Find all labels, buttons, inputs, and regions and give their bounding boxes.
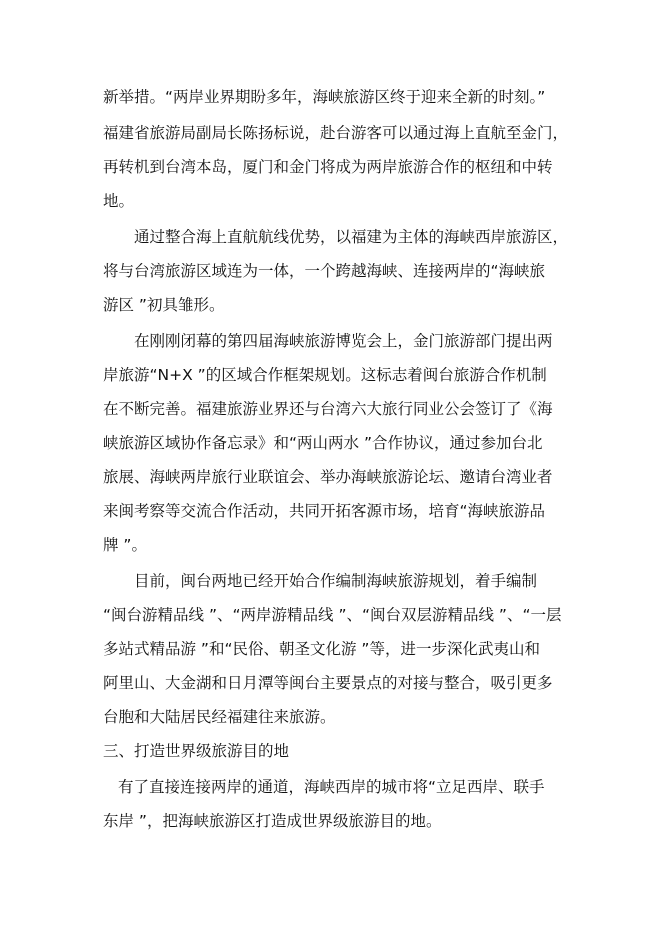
paragraph-3-line-3: 在不断完善。福建旅游业界还与台湾六大旅行同业公会签订了《海 [103,400,553,418]
paragraph-4-line-5: 台胞和大陆居民经福建往来旅游。 [103,708,336,726]
paragraph-4-line-4: 阿里山、大金湖和日月潭等闽台主要景点的对接与整合，吸引更多 [103,674,553,692]
paragraph-1-line-3: 再转机到台湾本岛，厦门和金门将成为两岸旅游合作的枢纽和中转 [103,158,553,176]
paragraph-2-line-2: 将与台湾旅游区域连为一体，一个跨越海峡、连接两岸的“海峡旅 [103,262,546,280]
paragraph-3-line-1: 在刚刚闭幕的第四届海峡旅游博览会上，金门旅游部门提出两 [134,332,553,350]
paragraph-4-line-1: 目前，闽台两地已经开始合作编制海峡旅游规划，着手编制 [134,572,538,590]
paragraph-4-line-3: 多站式精品游 ”和“民俗、朝圣文化游 ”等，进一步深化武夷山和 [103,640,540,658]
section-heading: 三、打造世界级旅游目的地 [103,742,290,760]
paragraph-3-line-4: 峡旅游区域协作备忘录》和“两山两水 ”合作协议，通过参加台北 [103,434,543,452]
paragraph-3-line-5: 旅展、海峡两岸旅行业联谊会、举办海峡旅游论坛、邀请台湾业者 [103,468,553,486]
paragraph-5-line-2: 东岸 ”，把海峡旅游区打造成世界级旅游目的地。 [103,812,442,830]
paragraph-3-line-6: 来闽考察等交流合作活动，共同开拓客源市场，培育“海峡旅游品 [103,502,546,520]
paragraph-5-line-1: 有了直接连接两岸的通道，海峡西岸的城市将“立足西岸、联手 [118,778,545,796]
paragraph-2-line-3: 游区 ”初具雏形。 [103,296,225,314]
paragraph-2-line-1: 通过整合海上直航航线优势，以福建为主体的海峡西岸旅游区， [134,228,569,246]
paragraph-3-line-7: 牌 ”。 [103,536,147,554]
paragraph-4-line-2: “闽台游精品线 ”、“两岸游精品线 ”、“闽台双层游精品线 ”、“一层 [103,606,562,624]
paragraph-1-line-2: 福建省旅游局副局长陈扬标说，赴台游客可以通过海上直航至金门， [103,124,569,142]
paragraph-1-line-4: 地。 [103,192,135,210]
paragraph-1-line-1: 新举措。“两岸业界期盼多年，海峡旅游区终于迎来全新的时刻。” [103,88,546,106]
paragraph-3-line-2: 岸旅游“N+X ”的区域合作框架规划。这标志着闽台旅游合作机制 [103,366,547,384]
